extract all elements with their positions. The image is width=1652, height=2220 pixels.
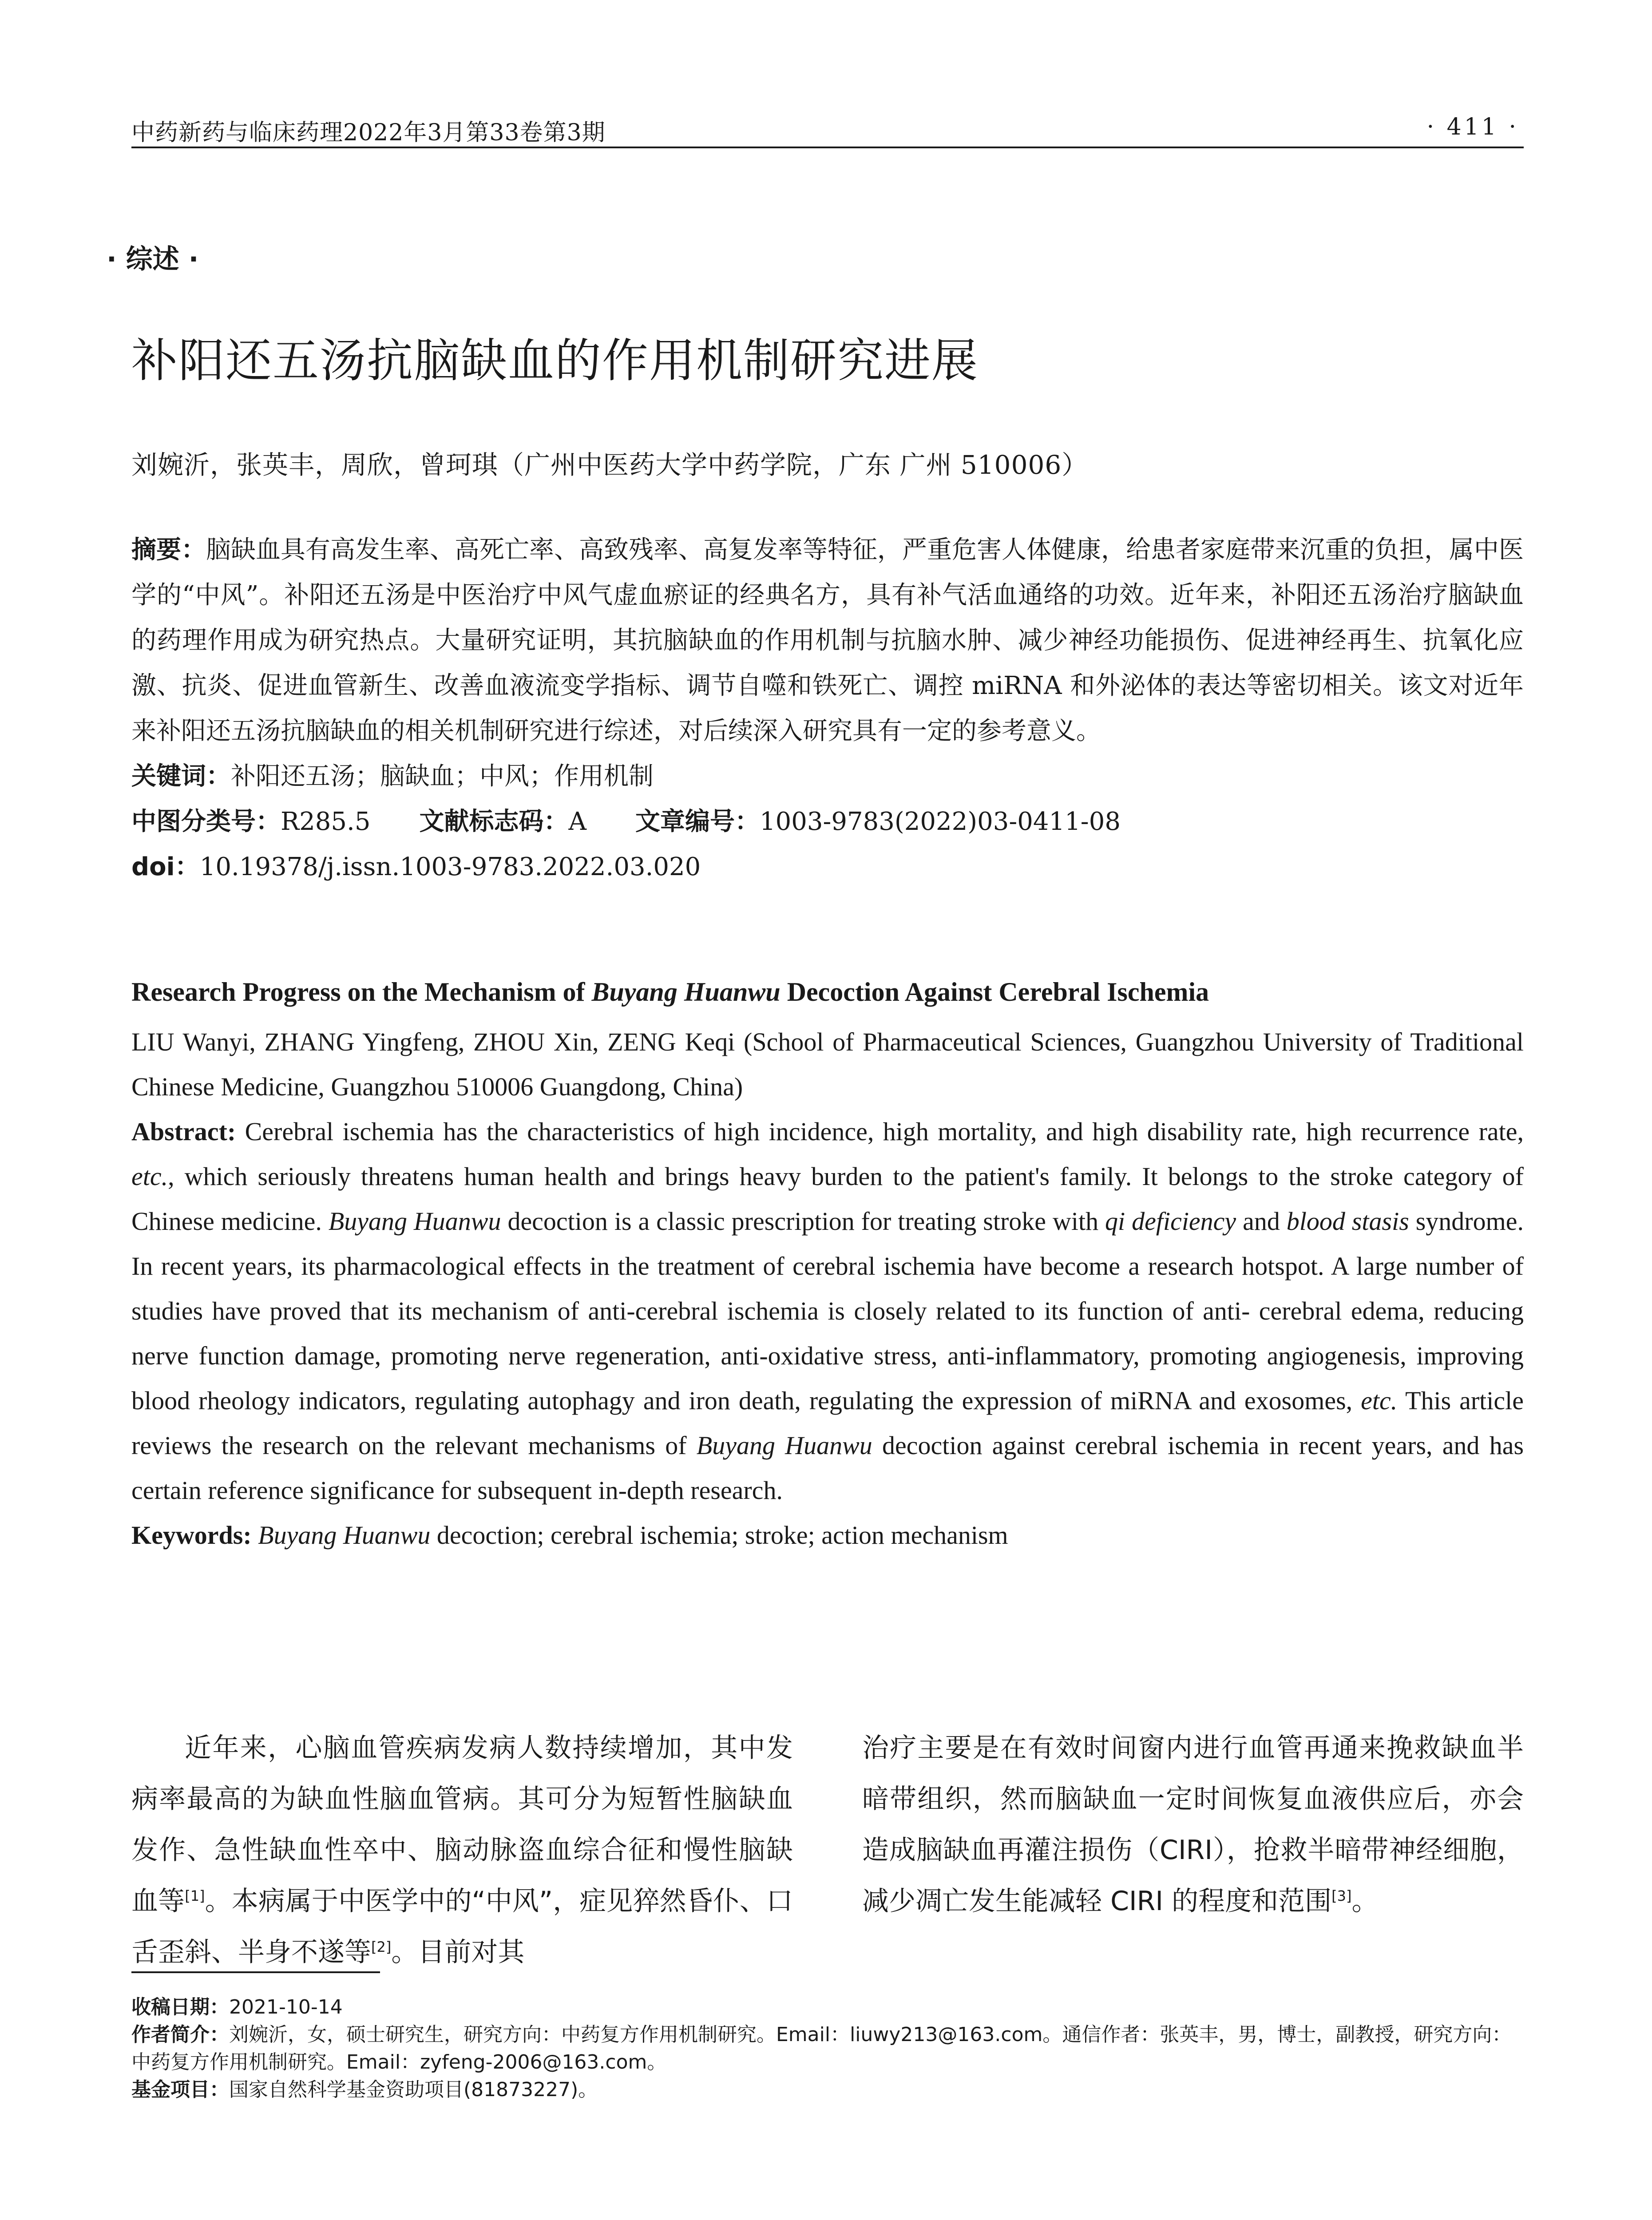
clc-value: R285.5: [281, 807, 371, 836]
en-abstract: [131, 1109, 1524, 1513]
en-authors: LIU Wanyi, ZHANG Yingfeng, ZHOU Xin, ZENG Keqi (School of Pharmaceutical Sciences, Guangzhou University of Traditional Chinese Medicine, Guangzhou 510006 Guangdong, China): [131, 1027, 1524, 1101]
cn-abstract-text: 脑缺血具有高发生率、高死亡率、高致残率、高复发率等特征，严重危害人体健康，给患者家庭带来沉重的负担，属中医学的“中风”。补阳还五汤是中医治疗中风气虚血瘀证的经典名方，具有补气活血通络的功效。近年来，补阳还五汤治疗脑缺血的药理作用成为研究热点。大量研究证明，其抗脑缺血的作用机制与抗脑水肿、减少神经功能损伤、促进神经再生、抗氧化应激、抗炎、促进血管新生、改善血液流变学指标、调节自噬和铁死亡、调控 miRNA 和外泌体的表达等密切相关。该文对近年来补阳还五汤抗脑缺血的相关机制研究进行综述，对后续深入研究具有一定的参考意义。: [131, 535, 1524, 745]
english-title: [131, 977, 1209, 1007]
en-abstract-italic: qi deficiency: [1105, 1207, 1236, 1236]
english-abstract-block: [131, 1019, 1524, 1558]
en-abstract-italic: Buyang Huanwu: [696, 1431, 872, 1460]
author-info-label: 作者简介：: [131, 2023, 229, 2046]
doi-label: doi：: [131, 852, 200, 881]
article-title: 补阳还五汤抗脑缺血的作用机制研究进展: [131, 333, 979, 388]
page-number: · 411 ·: [1426, 114, 1519, 140]
footnotes: [131, 1994, 1524, 2104]
en-abstract-text: Cerebral ischemia has the characteristics of high incidence, high mortality, and high disability rate, high recurrence rate,: [236, 1117, 1524, 1146]
cn-abstract: [131, 527, 1524, 754]
body-text: 。目前对其: [391, 1937, 525, 1968]
cn-keywords-label: 关键词：: [131, 762, 231, 791]
body-column-left: [131, 1723, 793, 1978]
body-text: 。: [1351, 1886, 1379, 1917]
author-info: [131, 2021, 1524, 2076]
en-title-italic: Buyang Huanwu: [591, 977, 780, 1007]
en-keywords: [131, 1513, 1524, 1558]
cn-keywords: [131, 754, 1524, 799]
footnote-rule: [131, 1971, 380, 1973]
chinese-abstract-block: [131, 527, 1524, 890]
fund-text: 国家自然科学基金资助项目(81873227)。: [229, 2078, 598, 2101]
citation-ref[interactable]: [3]: [1331, 1887, 1352, 1904]
author-info-text: 刘婉沂，女，硕士研究生，研究方向：中药复方作用机制研究。Email：liuwy213@163.com。通信作者：张英丰，男，博士，副教授，研究方向：中药复方作用机制研究。Email：zyfeng-2006@163.com。: [131, 2023, 1512, 2073]
body-text: 治疗主要是在有效时间窗内进行血管再通来挽救缺血半暗带组织，然而脑缺血一定时间恢复血液供应后，亦会造成脑缺血再灌注损伤（CIRI），抢救半暗带神经细胞，减少凋亡发生能减轻 CIRI 的程度和范围: [862, 1732, 1524, 1917]
received-value: 2021-10-14: [229, 1996, 343, 2018]
citation-ref[interactable]: [1]: [185, 1887, 205, 1904]
body-text: 。本病属于中医学中的“中风”，症见猝然昏仆、口舌歪斜、半身不遂等: [131, 1886, 793, 1968]
body-columns: [131, 1723, 1524, 1978]
en-title-part: Research Progress on the Mechanism of: [131, 977, 592, 1007]
en-abstract-italic: etc.: [1361, 1386, 1398, 1415]
en-abstract-italic: Buyang Huanwu: [328, 1207, 501, 1236]
article-number-value: 1003-9783(2022)03-0411-08: [759, 807, 1121, 836]
en-keywords-label: Keywords:: [131, 1521, 252, 1550]
en-abstract-text: decoction against cerebral ischemia in recent years, and has certain reference significance for subsequent in-depth research.: [131, 1431, 1524, 1505]
en-title-part: Decoction Against Cerebral Ischemia: [780, 977, 1209, 1007]
en-abstract-label: Abstract:: [131, 1117, 236, 1146]
en-keywords-italic: Buyang Huanwu: [251, 1521, 431, 1550]
body-column-right: [862, 1723, 1524, 1978]
en-abstract-italic: etc.: [131, 1162, 168, 1191]
citation-ref[interactable]: [2]: [371, 1939, 392, 1955]
doc-code-value: A: [568, 807, 586, 836]
doi-link[interactable]: 10.19378/j.issn.1003-9783.2022.03.020: [199, 852, 701, 881]
en-abstract-text: and: [1236, 1207, 1287, 1236]
body-text: 近年来，心脑血管疾病发病人数持续增加，其中发病率最高的为缺血性脑血管病。其可分为短暂性脑缺血发作、急性缺血性卒中、脑动脉盗血综合征和慢性脑缺血等: [131, 1732, 793, 1917]
en-keywords-text: decoction; cerebral ischemia; stroke; action mechanism: [430, 1521, 1008, 1550]
received-label: 收稿日期：: [131, 1996, 229, 2018]
clc-label: 中图分类号：: [131, 807, 281, 836]
article-number-label: 文章编号：: [635, 807, 760, 836]
en-abstract-text: , which seriously threatens human health and brings heavy burden to the patient's family. It belongs to the stroke category of Chinese medicine.: [131, 1162, 1524, 1236]
classification-row: [131, 799, 1524, 844]
en-abstract-text: decoction is a classic prescription for treating stroke with: [501, 1207, 1105, 1236]
journal-header: 中药新药与临床药理2022年3月第33卷第3期: [131, 119, 606, 146]
en-abstract-italic: blood stasis: [1286, 1207, 1409, 1236]
cn-keywords-text: 补阳还五汤；脑缺血；中风；作用机制: [231, 762, 654, 791]
header-rule: [131, 147, 1524, 148]
cn-abstract-label: 摘要：: [131, 535, 206, 564]
en-abstract-text: This article reviews the research on the relevant mechanisms of: [131, 1386, 1524, 1460]
fund-info: [131, 2076, 1524, 2104]
section-tag: · 综述 ·: [107, 244, 199, 275]
doc-code-label: 文献标志码：: [419, 807, 569, 836]
author-line: 刘婉沂，张英丰，周欣，曾珂琪（广州中医药大学中药学院，广东 广州 510006）: [131, 450, 1088, 480]
received-date: [131, 1994, 1524, 2021]
doi-row: [131, 844, 1524, 890]
fund-label: 基金项目：: [131, 2078, 229, 2101]
en-abstract-text: syndrome. In recent years, its pharmacological effects in the treatment of cerebral ischemia have become a research hotspot. A large number of studies have proved that its mechanism of anti-cerebral ischemia is closely related to its function of anti- cerebral edema, reducing nerve function damage, promoting nerve regeneration, anti-oxidative stress, anti-inflammatory, promoting angiogenesis, improving blood rheology indicators, regulating autophagy and iron death, regulating the expression of miRNA and exosomes,: [131, 1207, 1524, 1415]
